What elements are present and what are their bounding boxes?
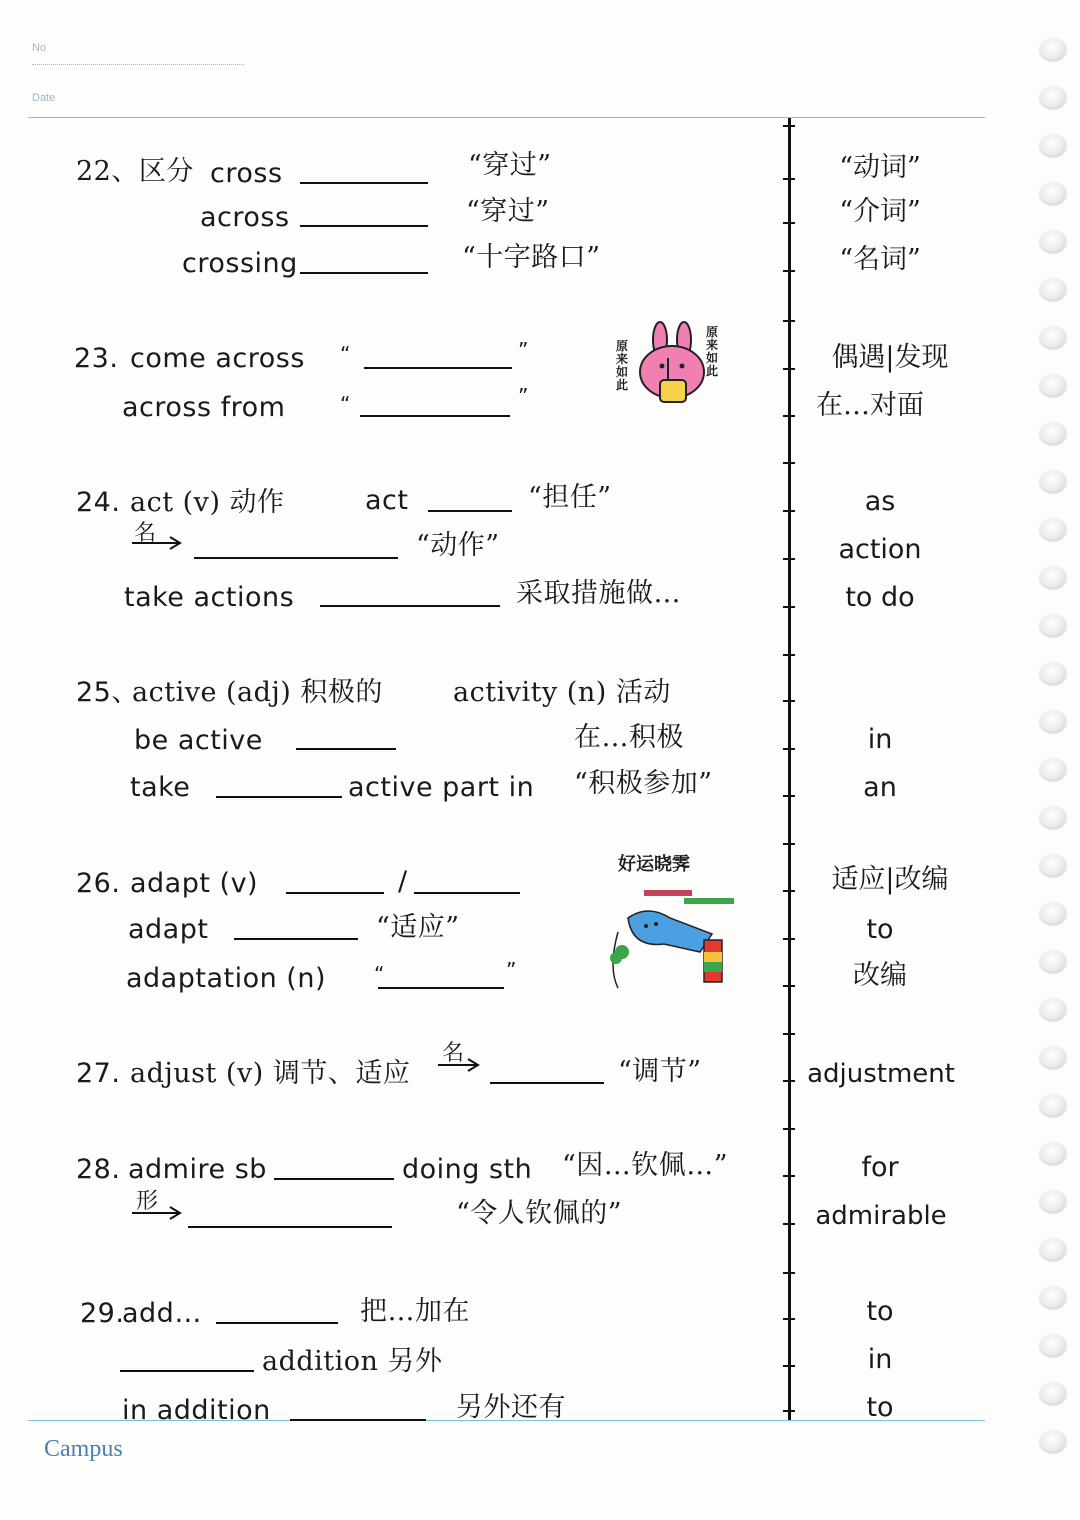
headword: adapt (v) — [130, 868, 259, 899]
ring — [1040, 278, 1066, 300]
answer: as — [864, 486, 896, 517]
divider-tick — [783, 843, 795, 845]
slash: / — [398, 866, 408, 897]
divider-tick — [783, 700, 795, 702]
answer: to — [866, 1392, 894, 1423]
divider-tick — [783, 462, 795, 464]
quote-open: “ — [340, 342, 351, 366]
divider-tick — [783, 1033, 795, 1035]
answer: to — [866, 1296, 894, 1327]
blank-line — [360, 415, 510, 417]
ring — [1040, 1094, 1066, 1116]
phrase: active part in — [348, 772, 535, 803]
meaning: “因…钦佩…” — [562, 1150, 729, 1181]
ring — [1040, 470, 1066, 492]
ring — [1040, 998, 1066, 1020]
item-number: 29. — [80, 1298, 125, 1329]
ring — [1040, 614, 1066, 636]
meaning: “担任” — [528, 482, 612, 513]
answer: action — [838, 534, 922, 565]
noun-mark: 名 — [442, 1041, 465, 1066]
meaning: 在…积极 — [574, 722, 684, 753]
divider-tick — [783, 368, 795, 370]
headword: activity (n) 活动 — [453, 677, 671, 708]
ring — [1040, 518, 1066, 540]
blank-line — [216, 796, 342, 798]
item-number: 26. — [76, 868, 121, 899]
divider-tick — [783, 890, 795, 892]
headword: adjust (v) 调节、适应 — [130, 1058, 411, 1089]
ring — [1040, 422, 1066, 444]
word-across: across — [200, 202, 290, 233]
ring — [1040, 374, 1066, 396]
ring — [1040, 662, 1066, 684]
ring — [1040, 1430, 1066, 1452]
divider-tick — [783, 320, 795, 322]
blank-line — [274, 1178, 394, 1180]
blank-line — [378, 987, 504, 989]
ring — [1040, 1190, 1066, 1212]
answer: to do — [845, 582, 915, 613]
blank-line — [234, 938, 358, 940]
meaning: 把…加在 — [360, 1296, 470, 1327]
blank-line — [216, 1322, 338, 1324]
phrase: adaptation (n) — [126, 963, 326, 994]
item-number: 22、区分 — [76, 156, 194, 187]
meaning: “十字路口” — [462, 242, 601, 273]
divider-tick — [783, 1080, 795, 1082]
blank-line — [300, 182, 428, 184]
good-luck-sticker — [588, 848, 748, 994]
quote-open: “ — [340, 392, 351, 416]
blank-line — [286, 892, 384, 894]
blank-line — [428, 510, 512, 512]
ring — [1040, 134, 1066, 156]
blank-line — [120, 1370, 254, 1372]
rabbit-sticker — [614, 318, 732, 410]
ring — [1040, 38, 1066, 60]
meaning: “调节” — [618, 1056, 702, 1087]
meaning: 另外还有 — [456, 1392, 566, 1423]
answer: 偶遇|发现 — [831, 342, 949, 373]
quote-close: ” — [506, 958, 517, 982]
answer: to — [866, 914, 894, 945]
item-number: 24. — [76, 487, 121, 518]
divider-tick — [783, 125, 795, 127]
spiral-binding — [1040, 30, 1070, 1480]
blank-line — [188, 1226, 392, 1228]
blank-line — [414, 892, 520, 894]
blank-line — [490, 1082, 604, 1084]
blank-line — [296, 748, 396, 750]
ring — [1040, 1142, 1066, 1164]
ring — [1040, 902, 1066, 924]
phrase: come across — [130, 343, 305, 374]
ring — [1040, 566, 1066, 588]
divider-tick — [783, 654, 795, 656]
sticker-caption-right: 原来如此 — [706, 325, 719, 378]
blank-line — [290, 1419, 426, 1421]
item-number: 25、 — [76, 677, 139, 708]
ring — [1040, 1286, 1066, 1308]
word-cross: cross — [210, 158, 283, 189]
meaning: “穿过” — [468, 150, 552, 181]
ring — [1040, 758, 1066, 780]
phrase: across from — [122, 392, 286, 423]
meaning: “动作” — [416, 530, 500, 561]
ring — [1040, 1046, 1066, 1068]
ring — [1040, 854, 1066, 876]
item-number: 23. — [74, 343, 119, 374]
no-label: No — [32, 42, 47, 54]
arrow-icon — [436, 1058, 482, 1072]
phrase: take actions — [124, 582, 295, 613]
item-number: 28. — [76, 1154, 121, 1185]
sticker-caption-left: 原来如此 — [616, 339, 629, 392]
answer: 适应|改编 — [831, 864, 949, 895]
blank-line — [300, 272, 428, 274]
meaning: “令人钦佩的” — [456, 1198, 623, 1229]
answer: 改编 — [853, 960, 907, 991]
meaning: 采取措施做… — [516, 578, 681, 609]
arrow-icon — [130, 1206, 184, 1220]
blank-line — [320, 605, 500, 607]
phrase: addition 另外 — [262, 1346, 443, 1377]
meaning: “穿过” — [466, 196, 550, 227]
blank-line — [300, 225, 428, 227]
ring — [1040, 950, 1066, 972]
brand-logo-text: Campus — [44, 1436, 123, 1462]
answer: for — [861, 1152, 899, 1183]
ring — [1040, 806, 1066, 828]
answer: an — [863, 772, 897, 803]
answer: in — [867, 724, 893, 755]
word-crossing: crossing — [182, 248, 298, 279]
phrase: adapt — [128, 914, 209, 945]
phrase: act — [365, 485, 409, 516]
divider-tick — [783, 1272, 795, 1274]
ring — [1040, 1334, 1066, 1356]
blank-line — [194, 557, 398, 559]
no-dotted-line — [32, 64, 244, 65]
answer: admirable — [815, 1201, 947, 1231]
noun-mark: 名 — [134, 521, 157, 546]
ring — [1040, 710, 1066, 732]
answer: in — [867, 1344, 893, 1375]
answer: “名词” — [839, 244, 921, 275]
divider-tick — [783, 1128, 795, 1130]
ring — [1040, 326, 1066, 348]
answer: 在…对面 — [816, 390, 924, 421]
adj-mark: 形 — [136, 1189, 159, 1214]
answer: “动词” — [839, 152, 921, 183]
ring — [1040, 230, 1066, 252]
ring — [1040, 182, 1066, 204]
phrase: admire sb — [128, 1154, 267, 1185]
ring — [1040, 86, 1066, 108]
answer: adjustment — [807, 1059, 955, 1089]
divider-tick — [783, 1223, 795, 1225]
quote-close: ” — [518, 384, 529, 408]
ring — [1040, 1382, 1066, 1404]
top-rule — [28, 117, 985, 118]
headword: active (adj) 积极的 — [132, 677, 383, 708]
phrase: add… — [122, 1298, 202, 1329]
phrase: doing sth — [402, 1154, 533, 1185]
phrase: be active — [134, 725, 263, 756]
meaning: “适应” — [376, 912, 460, 943]
date-label: Date — [32, 92, 56, 104]
answer: “介词” — [839, 196, 921, 227]
item-number: 27. — [76, 1058, 121, 1089]
ring — [1040, 1238, 1066, 1260]
sticker-title: 好运晓霁 — [618, 854, 690, 875]
phrase: in addition — [122, 1395, 271, 1426]
meaning: “积极参加” — [574, 768, 713, 799]
blank-line — [364, 367, 512, 369]
headword: act (v) 动作 — [130, 487, 285, 518]
phrase: take — [130, 772, 191, 803]
quote-close: ” — [518, 338, 529, 362]
arrow-icon — [130, 536, 184, 550]
quote-open: “ — [374, 962, 385, 986]
